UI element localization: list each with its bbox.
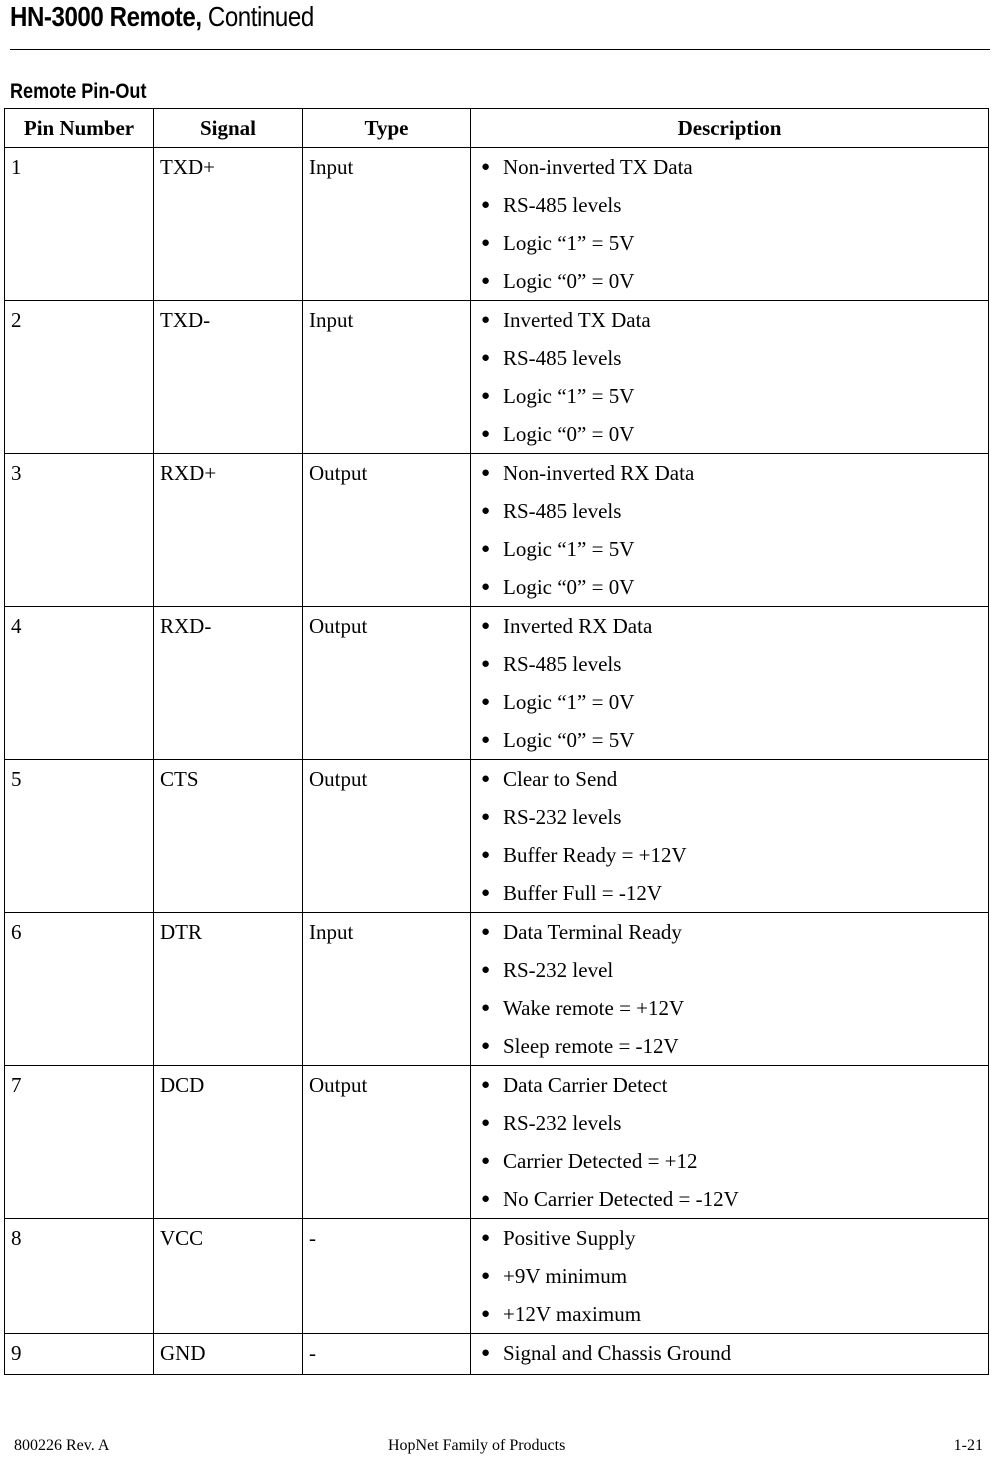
description-item	[481, 645, 988, 683]
description-item	[481, 874, 988, 912]
description-item	[481, 1104, 988, 1142]
type-cell: Input	[303, 913, 471, 1066]
description-item	[481, 607, 988, 645]
bullet-icon: ●	[481, 1115, 491, 1131]
bullet-icon: ●	[481, 503, 491, 519]
pin-number-cell: 7	[5, 1066, 154, 1219]
table-body	[5, 148, 989, 1375]
description-text: Logic “1” = 5V	[503, 537, 635, 561]
bullet-icon: ●	[481, 1077, 491, 1093]
description-cell	[471, 1066, 989, 1219]
type-cell: Output	[303, 760, 471, 913]
description-text: Buffer Full = -12V	[503, 881, 663, 905]
table-row	[5, 1219, 989, 1334]
pin-number-cell: 9	[5, 1334, 154, 1375]
bullet-icon: ●	[481, 1230, 491, 1246]
description-item	[481, 568, 988, 606]
signal-cell: TXD-	[154, 301, 303, 454]
bullet-icon: ●	[481, 1038, 491, 1054]
signal-cell: CTS	[154, 760, 303, 913]
description-text: Data Carrier Detect	[503, 1073, 668, 1097]
description-item	[481, 415, 988, 453]
type-cell: Input	[303, 148, 471, 301]
description-cell	[471, 760, 989, 913]
description-item	[481, 1142, 988, 1180]
bullet-icon: ●	[481, 656, 491, 672]
description-text: RS-485 levels	[503, 652, 622, 676]
section-title: Remote Pin-Out	[10, 80, 147, 103]
bullet-icon: ●	[481, 579, 491, 595]
description-item	[481, 760, 988, 798]
description-item	[481, 301, 988, 339]
description-item	[481, 683, 988, 721]
description-item	[481, 454, 988, 492]
description-item	[481, 913, 988, 951]
description-text: Clear to Send	[503, 767, 618, 791]
bullet-icon: ●	[481, 426, 491, 442]
description-item	[481, 1257, 988, 1295]
description-text: Data Terminal Ready	[503, 920, 682, 944]
description-cell	[471, 301, 989, 454]
description-text: Logic “1” = 0V	[503, 690, 635, 714]
description-cell	[471, 148, 989, 301]
header-divider	[10, 49, 990, 50]
pin-number-cell: 8	[5, 1219, 154, 1334]
description-text: Inverted TX Data	[503, 308, 651, 332]
description-item	[481, 262, 988, 300]
page-title-continued: Continued	[201, 1, 314, 32]
description-item	[481, 798, 988, 836]
type-cell: Output	[303, 1066, 471, 1219]
page-title	[10, 0, 314, 34]
description-item	[481, 339, 988, 377]
pin-number-cell: 2	[5, 301, 154, 454]
table-header-row	[5, 109, 989, 148]
table-row	[5, 454, 989, 607]
signal-cell: RXD-	[154, 607, 303, 760]
table-row	[5, 607, 989, 760]
description-text: Logic “0” = 0V	[503, 269, 635, 293]
description-text: +12V maximum	[503, 1302, 642, 1326]
bullet-icon: ●	[481, 465, 491, 481]
signal-cell: GND	[154, 1334, 303, 1375]
description-item	[481, 1295, 988, 1333]
bullet-icon: ●	[481, 1000, 491, 1016]
footer-product-family: HopNet Family of Products	[388, 1437, 566, 1454]
bullet-icon: ●	[481, 1306, 491, 1322]
description-item	[481, 1027, 988, 1065]
bullet-icon: ●	[481, 1345, 491, 1361]
description-text: RS-485 levels	[503, 499, 622, 523]
description-text: Logic “1” = 5V	[503, 384, 635, 408]
bullet-icon: ●	[481, 732, 491, 748]
bullet-icon: ●	[481, 1153, 491, 1169]
table-row	[5, 913, 989, 1066]
description-item	[481, 530, 988, 568]
description-text: Logic “0” = 0V	[503, 575, 635, 599]
signal-cell: DCD	[154, 1066, 303, 1219]
description-item	[481, 148, 988, 186]
description-text: Carrier Detected = +12	[503, 1149, 698, 1173]
description-text: RS-232 levels	[503, 1111, 622, 1135]
signal-cell: DTR	[154, 913, 303, 1066]
description-text: Logic “1” = 5V	[503, 231, 635, 255]
bullet-icon: ●	[481, 618, 491, 634]
bullet-icon: ●	[481, 159, 491, 175]
description-item	[481, 186, 988, 224]
description-item	[481, 989, 988, 1027]
description-cell	[471, 913, 989, 1066]
pin-number-cell: 5	[5, 760, 154, 913]
bullet-icon: ●	[481, 809, 491, 825]
signal-cell: RXD+	[154, 454, 303, 607]
description-cell	[471, 1219, 989, 1334]
description-text: RS-232 level	[503, 958, 614, 982]
signal-cell: TXD+	[154, 148, 303, 301]
description-item	[481, 492, 988, 530]
description-text: RS-232 levels	[503, 805, 622, 829]
description-text: Sleep remote = -12V	[503, 1034, 679, 1058]
description-item	[481, 377, 988, 415]
table-row	[5, 760, 989, 913]
bullet-icon: ●	[481, 847, 491, 863]
pin-number-cell: 1	[5, 148, 154, 301]
description-cell	[471, 454, 989, 607]
pinout-table	[4, 108, 989, 1375]
description-text: Non-inverted RX Data	[503, 461, 695, 485]
description-item	[481, 836, 988, 874]
description-text: RS-485 levels	[503, 193, 622, 217]
column-header-type: Type	[303, 109, 471, 148]
table-row	[5, 1066, 989, 1219]
description-item	[481, 1334, 988, 1372]
type-cell: -	[303, 1334, 471, 1375]
bullet-icon: ●	[481, 388, 491, 404]
bullet-icon: ●	[481, 1191, 491, 1207]
description-text: RS-485 levels	[503, 346, 622, 370]
description-item	[481, 951, 988, 989]
signal-cell: VCC	[154, 1219, 303, 1334]
description-text: +9V minimum	[503, 1264, 628, 1288]
bullet-icon: ●	[481, 312, 491, 328]
description-text: Logic “0” = 5V	[503, 728, 635, 752]
bullet-icon: ●	[481, 885, 491, 901]
description-cell	[471, 1334, 989, 1375]
description-item	[481, 721, 988, 759]
bullet-icon: ●	[481, 924, 491, 940]
pin-number-cell: 3	[5, 454, 154, 607]
description-text: Buffer Ready = +12V	[503, 843, 687, 867]
description-text: Non-inverted TX Data	[503, 155, 693, 179]
bullet-icon: ●	[481, 273, 491, 289]
column-header-description: Description	[471, 109, 989, 148]
bullet-icon: ●	[481, 962, 491, 978]
pin-number-cell: 4	[5, 607, 154, 760]
bullet-icon: ●	[481, 1268, 491, 1284]
description-item	[481, 1066, 988, 1104]
column-header-pin-number: Pin Number	[5, 109, 154, 148]
table-row	[5, 148, 989, 301]
description-text: Wake remote = +12V	[503, 996, 685, 1020]
page-title-bold: HN-3000 Remote,	[10, 1, 202, 32]
description-text: Inverted RX Data	[503, 614, 653, 638]
description-item	[481, 1180, 988, 1218]
table-row	[5, 301, 989, 454]
bullet-icon: ●	[481, 771, 491, 787]
type-cell: Output	[303, 607, 471, 760]
pin-number-cell: 6	[5, 913, 154, 1066]
description-text: Positive Supply	[503, 1226, 636, 1250]
type-cell: Input	[303, 301, 471, 454]
description-text: Signal and Chassis Ground	[503, 1341, 732, 1365]
bullet-icon: ●	[481, 235, 491, 251]
description-item	[481, 1219, 988, 1257]
column-header-signal: Signal	[154, 109, 303, 148]
type-cell: Output	[303, 454, 471, 607]
footer-page-number: 1-21	[953, 1437, 983, 1454]
type-cell: -	[303, 1219, 471, 1334]
table-row	[5, 1334, 989, 1375]
bullet-icon: ●	[481, 541, 491, 557]
description-text: No Carrier Detected = -12V	[503, 1187, 739, 1211]
description-cell	[471, 607, 989, 760]
bullet-icon: ●	[481, 694, 491, 710]
description-item	[481, 224, 988, 262]
bullet-icon: ●	[481, 350, 491, 366]
description-text: Logic “0” = 0V	[503, 422, 635, 446]
footer-revision: 800226 Rev. A	[14, 1437, 110, 1454]
bullet-icon: ●	[481, 197, 491, 213]
